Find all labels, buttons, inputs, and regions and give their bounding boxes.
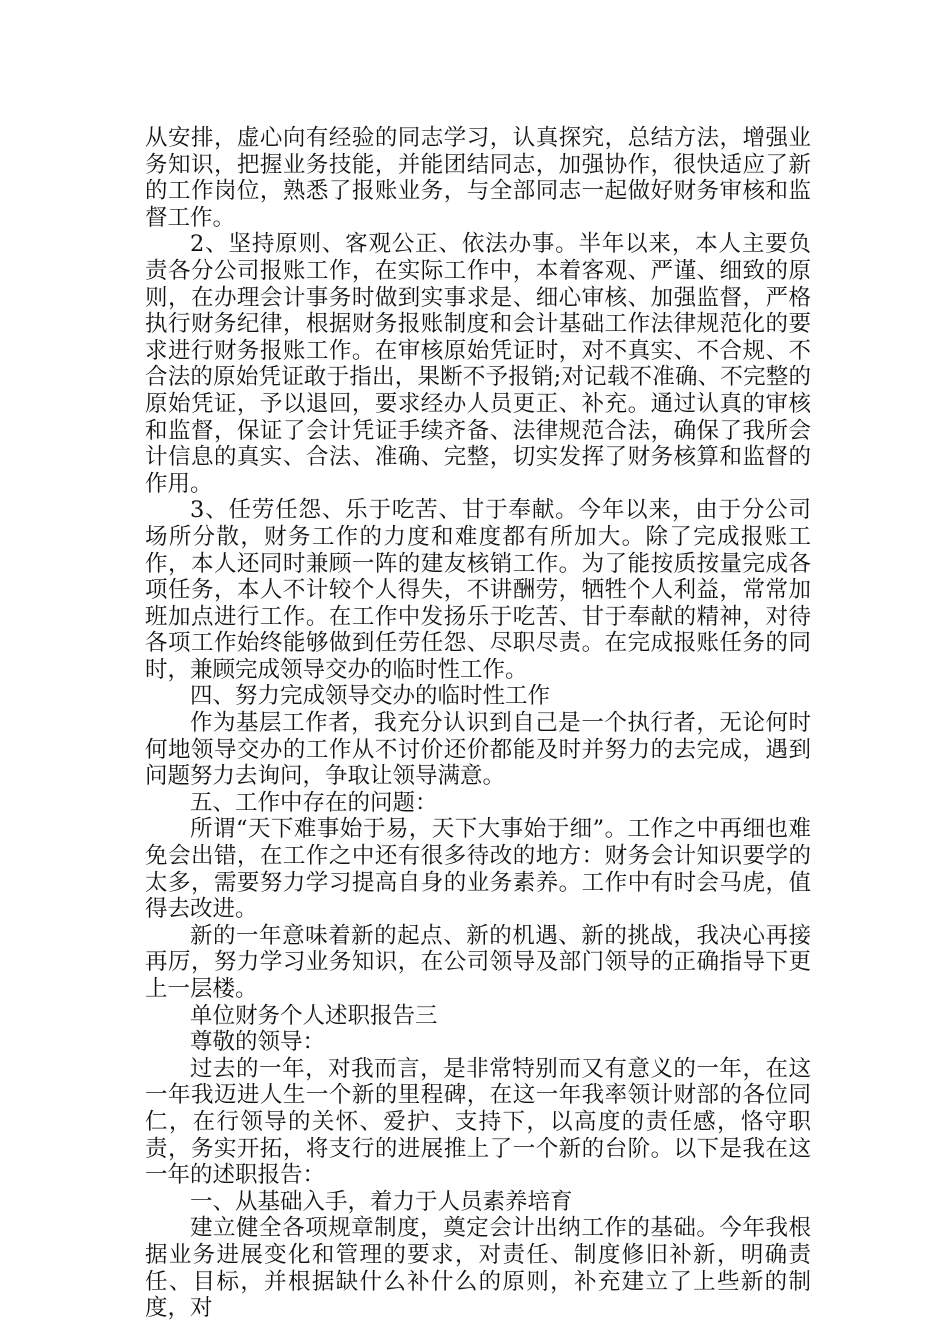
section-heading-temporary-work: 四、努力完成领导交办的临时性工作 <box>190 683 551 710</box>
paragraph-temporary-work: 作为基层工作者，我充分认识到自己是一个执行者，无论何时何地领导交办的工作从不讨价还价都能及时并努力的去完成，遇到问题努力去询问，争取让领导满意。 <box>145 710 811 790</box>
section-heading-foundation: 一、从基础入手，着力于人员素养培育 <box>190 1188 573 1215</box>
paragraph-new-year: 新的一年意味着新的起点、新的机遇、新的挑战，我决心再接再厉，努力学习业务知识，在公司领导及部门领导的正确指导下更上一层楼。 <box>145 922 811 1002</box>
salutation: 尊敬的领导： <box>190 1029 326 1056</box>
paragraph-regulations: 建立健全各项规章制度，奠定会计出纳工作的基础。今年我根据业务进展变化和管理的要求，对责任、制度修旧补新，明确责任、目标，并根据缺什么补什么的原则，补充建立了上些新的制度，对 <box>145 1215 811 1322</box>
section-heading-problems: 五、工作中存在的问题： <box>190 789 438 816</box>
paragraph-diligence: 3、任劳任怨、乐于吃苦、甘于奉献。今年以来，由于分公司场所分散，财务工作的力度和难度都有所加大。除了完成报账工作，本人还同时兼顾一阵的建友核销工作。为了能按质按量完成各项任务，本人不计较个人得失，不讲酬劳，牺牲个人利益，常常加班加点进行工作。在工作中发扬乐于吃苦、甘于奉献的精神，对待各项工作始终能够做到任劳任怨、尽职尽责。在完成报账任务的同时，兼顾完成领导交办的临时性工作。 <box>145 497 811 683</box>
document-page <box>145 125 811 1322</box>
paragraph-intro: 过去的一年，对我而言，是非常特别而又有意义的一年，在这一年我迈进人生一个新的里程碑，在这一年我率领计财部的各位同仁，在行领导的关怀、爱护、支持下，以高度的责任感，恪守职责，务实开拓，将支行的进展推上了一个新的台阶。以下是我在这一年的述职报告： <box>145 1055 811 1189</box>
report-title: 单位财务个人述职报告三 <box>190 1002 438 1029</box>
paragraph-principles: 2、坚持原则、客观公正、依法办事。半年以来，本人主要负责各分公司报账工作，在实际工作中，本着客观、严谨、细致的原则，在办理会计事务时做到实事求是、细心审核、加强监督，严格执行财务纪律，根据财务报账制度和会计基础工作法律规范化的要求进行财务报账工作。在审核原始凭证时，对不真实、不合规、不合法的原始凭证敢于指出，果断不予报销;对记载不准确、不完整的原始凭证，予以退回，要求经办人员更正、补充。通过认真的审核和监督，保证了会计凭证手续齐备、法律规范合法，确保了我所会计信息的真实、合法、准确、完整，切实发挥了财务核算和监督的作用。 <box>145 231 811 497</box>
paragraph-problems: 所谓“天下难事始于易，天下大事始于细”。工作之中再细也难免会出错，在工作之中还有很多待改的地方：财务会计知识要学的太多，需要努力学习提高自身的业务素养。工作中有时会马虎，值得去改进。 <box>145 816 811 923</box>
paragraph-continuation: 从安排，虚心向有经验的同志学习，认真探究，总结方法，增强业务知识，把握业务技能，并能团结同志，加强协作，很快适应了新的工作岗位，熟悉了报账业务，与全部同志一起做好财务审核和监督工作。 <box>145 125 811 231</box>
